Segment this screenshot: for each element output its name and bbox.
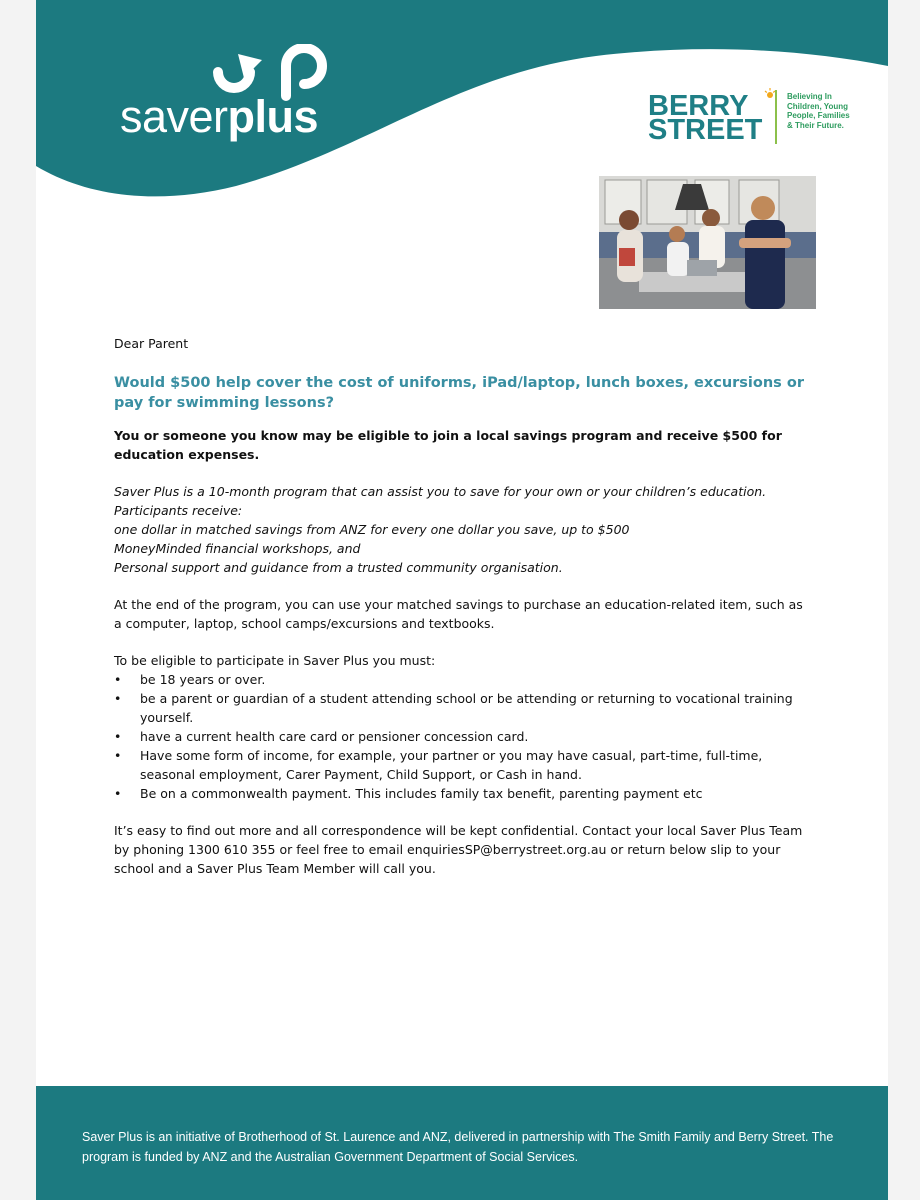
- headline-question: Would $500 help cover the cost of uniforms, iPad/laptop, lunch boxes, excursions or pay for swimming lessons?: [114, 375, 804, 411]
- list-item: • Be on a commonwealth payment. This includes family tax benefit, parenting payment etc: [114, 784, 814, 803]
- program-intro-block: [114, 482, 814, 577]
- saver-plus-wordmark: [120, 92, 318, 142]
- berry-logo-line2: STREET: [648, 114, 763, 146]
- list-item: • Have some form of income, for example, your partner or you may have casual, part-time, full-time, seasonal employment, Carer Payment, Child Support, or Cash in hand.: [114, 746, 814, 784]
- family-kitchen-photo: [599, 176, 816, 309]
- berry-logo-tagline: Believing In Children, Young People, Families & Their Future.: [787, 92, 850, 130]
- eligibility-intro: To be eligible to participate in Saver Plus you must:: [114, 653, 436, 668]
- footer-banner: [36, 1086, 888, 1200]
- contact-paragraph: It’s easy to find out more and all correspondence will be kept confidential. Contact your local Saver Plus Team by phoning 1300 610 355 or feel free to email enquiriesSP@berrystreet.org.au or return below slip to your school and a Saver Plus Team Member will call you.: [114, 823, 803, 876]
- berry-logo-divider: [775, 90, 777, 144]
- eligibility-announcement: You or someone you know may be eligible to join a local savings program and receive $500 for education expenses.: [114, 428, 782, 462]
- greeting: Dear Parent: [114, 336, 189, 351]
- program-intro-line: MoneyMinded financial workshops, and: [114, 541, 361, 556]
- document-page: [36, 0, 888, 1200]
- logo-saver-text: saver: [120, 91, 228, 142]
- program-intro-line: Participants receive:: [114, 503, 243, 518]
- list-item: • be a parent or guardian of a student attending school or be attending or returning to vocational training yourself.: [114, 689, 814, 727]
- eligibility-list: [114, 670, 814, 803]
- berry-logo-line1: BERRY: [648, 90, 749, 122]
- program-intro-line: one dollar in matched savings from ANZ for every one dollar you save, up to $500: [114, 522, 630, 537]
- letter-content: [114, 334, 814, 878]
- footer-text: Saver Plus is an initiative of Brotherhood of St. Laurence and ANZ, delivered in partnership with The Smith Family and Berry Street. The program is funded by ANZ and the Australian Government Department of Social Services.: [82, 1129, 834, 1164]
- program-intro-line: Saver Plus is a 10-month program that can assist you to save for your own or your children’s education.: [114, 484, 767, 499]
- end-of-program-paragraph: At the end of the program, you can use your matched savings to purchase an education-related item, such as a computer, laptop, school camps/excursions and textbooks.: [114, 597, 803, 631]
- program-intro-line: Personal support and guidance from a trusted community organisation.: [114, 560, 563, 575]
- berry-street-logo: [648, 88, 858, 148]
- list-item: • have a current health care card or pensioner concession card.: [114, 727, 814, 746]
- list-item: • be 18 years or over.: [114, 670, 814, 689]
- logo-plus-text: plus: [227, 91, 319, 142]
